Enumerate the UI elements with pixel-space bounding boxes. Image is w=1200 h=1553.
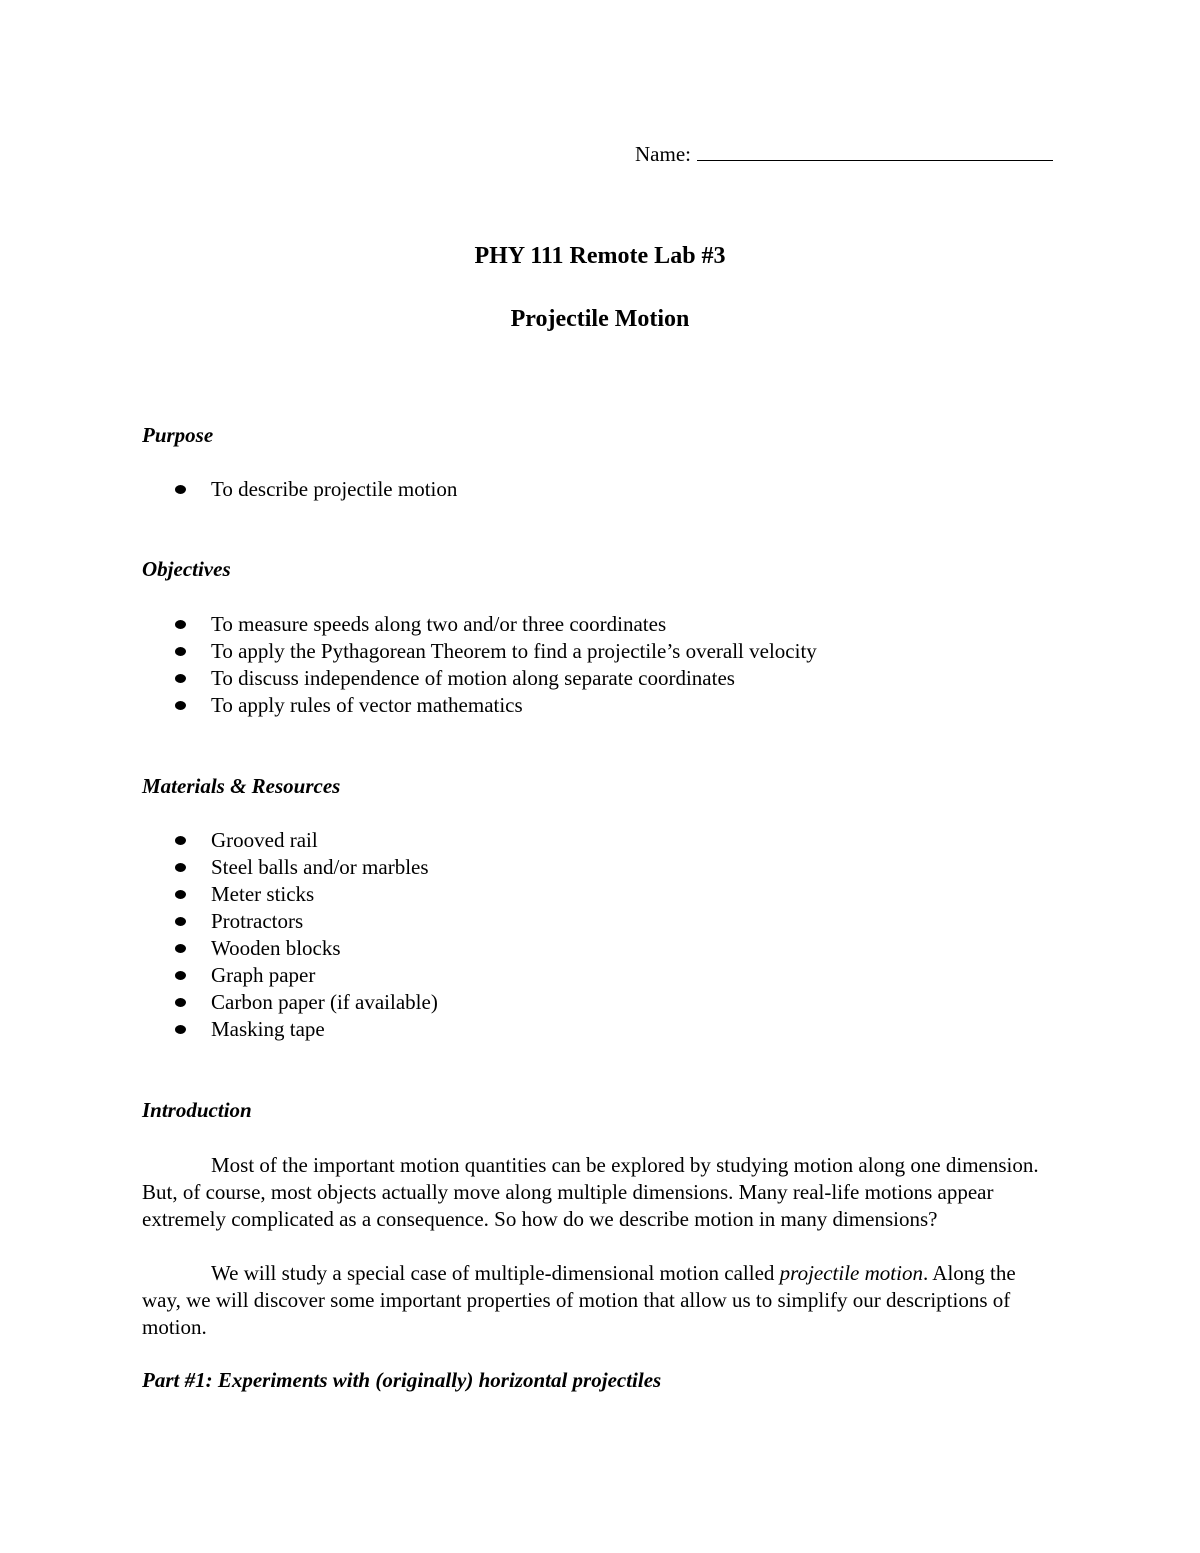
list-item: Grooved rail	[0, 827, 438, 854]
list-item: To discuss independence of motion along separate coordinates	[0, 665, 817, 692]
bullet-icon	[175, 998, 186, 1007]
bullet-icon	[175, 674, 186, 683]
name-field	[635, 140, 1053, 167]
list-item: To apply rules of vector mathematics	[0, 692, 817, 719]
purpose-heading: Purpose	[142, 423, 214, 447]
bullet-icon	[175, 890, 186, 899]
objectives-heading: Objectives	[142, 557, 231, 581]
bullet-icon	[175, 971, 186, 980]
bullet-icon	[175, 620, 186, 629]
introduction-heading: Introduction	[142, 1098, 252, 1122]
list-item: Protractors	[0, 908, 438, 935]
emphasis-term: projectile motion	[779, 1261, 923, 1285]
list-item: To measure speeds along two and/or three coordinates	[0, 611, 817, 638]
bullet-icon	[175, 701, 186, 710]
bullet-icon	[175, 647, 186, 656]
purpose-list	[0, 476, 457, 503]
lab-title: PHY 111 Remote Lab #3	[474, 243, 726, 269]
bullet-icon	[175, 917, 186, 926]
bullet-icon	[175, 944, 186, 953]
list-item: Masking tape	[0, 1016, 438, 1043]
list-item: To apply the Pythagorean Theorem to find a projectile’s overall velocity	[0, 638, 817, 665]
list-item: Carbon paper (if available)	[0, 989, 438, 1016]
lab-subtitle: Projectile Motion	[510, 306, 690, 332]
part1-heading: Part #1: Experiments with (originally) horizontal projectiles	[142, 1368, 662, 1392]
bullet-icon	[175, 485, 186, 494]
list-item: Meter sticks	[0, 881, 438, 908]
bullet-icon	[175, 1025, 186, 1034]
list-item: To describe projectile motion	[0, 476, 457, 503]
name-blank-line	[697, 140, 1053, 161]
list-item: Wooden blocks	[0, 935, 438, 962]
objectives-list	[0, 611, 817, 719]
bullet-icon	[175, 836, 186, 845]
bullet-icon	[175, 863, 186, 872]
name-label: Name:	[635, 142, 691, 166]
materials-list	[0, 827, 438, 1043]
list-item: Graph paper	[0, 962, 438, 989]
list-item: Steel balls and/or marbles	[0, 854, 438, 881]
introduction-paragraph-1: Most of the important motion quantities can be explored by studying motion along one dimension. But, of course, most objects actually move along multiple dimensions. Many real-life motions appear extremely complicated as a consequence. So how do we describe motion in many dimensions?	[142, 1153, 1039, 1231]
materials-heading: Materials & Resources	[142, 774, 341, 798]
introduction-paragraph-2: We will study a special case of multiple-dimensional motion called projectile motion. Along the way, we will discover some important properties of motion that allow us to simplify our descriptions of motion.	[142, 1261, 1016, 1339]
